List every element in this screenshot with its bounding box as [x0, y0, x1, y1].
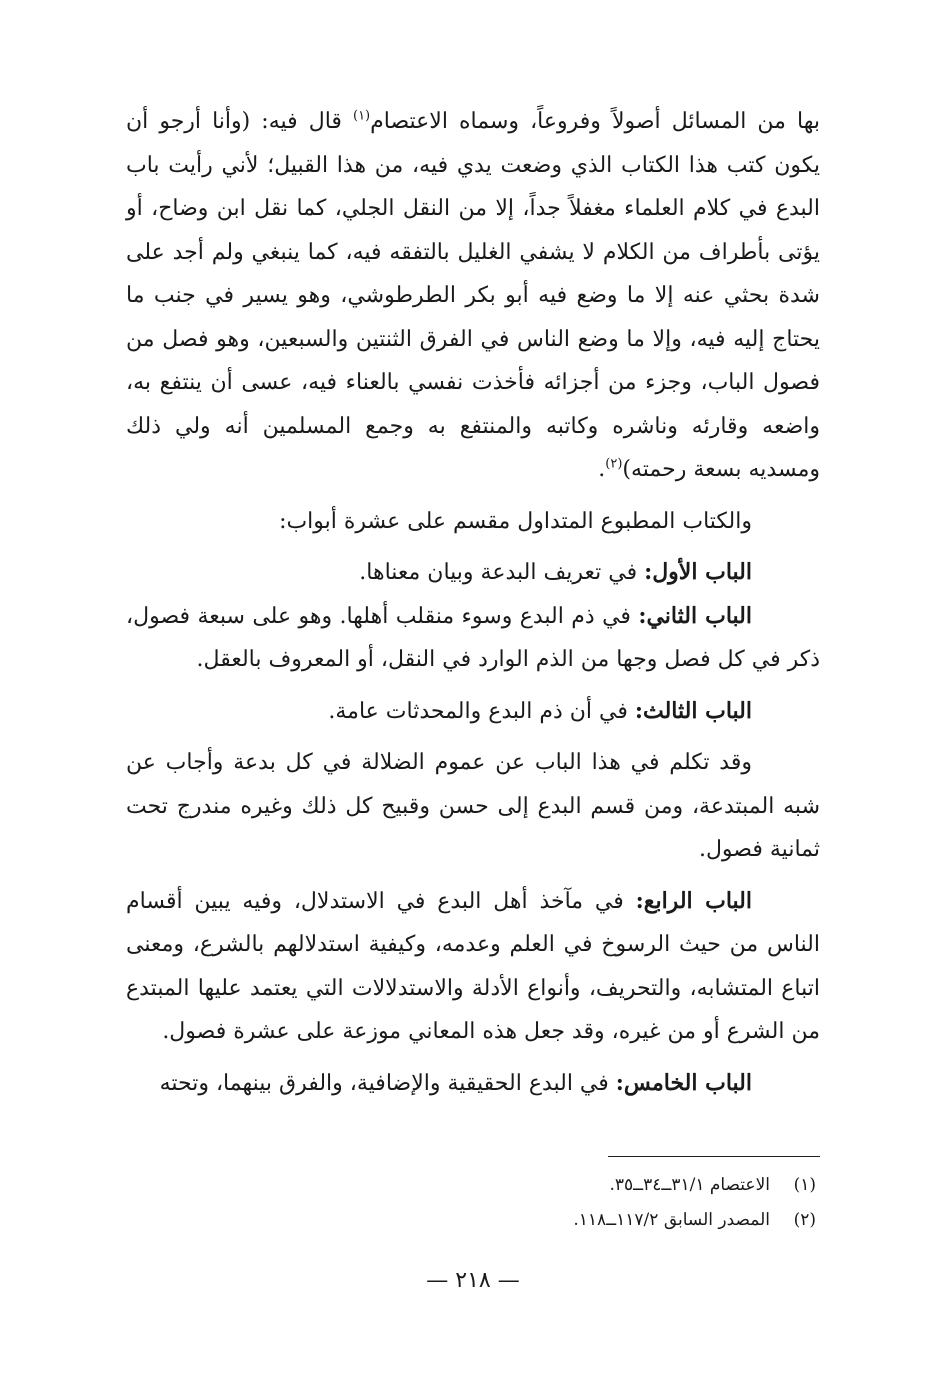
page-number: — ٢١٨ —: [426, 1268, 520, 1293]
footnote-text: الاعتصام ٣١/١ــ٣٤ــ٣٥.: [609, 1175, 770, 1195]
chapter-2-label: الباب الثاني:: [638, 602, 753, 629]
footnote-ref-2[interactable]: (٢): [605, 456, 623, 472]
footnote-number: (٢): [793, 1210, 816, 1230]
chapter-5-text: في البدع الحقيقية والإضافية، والفرق بينهما، وتحته: [159, 1070, 616, 1096]
chapter-3-description: وقد تكلم في هذا الباب عن عموم الضلالة في كل بدعة وأجاب عن شبه المبتدعة، ومن قسم البدع إلى حسن وقبيح كل ذلك وغيره مندرج تحت ثمانية فصول.: [126, 750, 820, 862]
chapter-3-text: في أن ذم البدع والمحدثات عامة.: [328, 698, 635, 724]
chapter-4: [126, 880, 820, 1054]
footnote-text: المصدر السابق ١١٧/٢ــ١١٨.: [573, 1210, 770, 1230]
footnotes: [126, 1168, 816, 1238]
chapter-1: [126, 551, 820, 595]
chapter-3: [126, 690, 820, 734]
chapter-1-text: في تعريف البدعة وبيان معناها.: [359, 560, 645, 585]
paragraph-book-structure: والكتاب المطبوع المتداول مقسم على عشرة أبواب:: [279, 508, 752, 534]
footnote-item: [126, 1203, 816, 1238]
footnote-number: (١): [793, 1175, 816, 1195]
chapter-5-label: الباب الخامس:: [615, 1069, 752, 1096]
paragraph-intro-quote: [126, 100, 820, 492]
chapter-2-text: في ذم البدع وسوء منقلب أهلها. وهو على سبعة فصول، ذكر في كل فصل وجها من الذم الوارد في النقل، أو المعروف بالعقل.: [126, 603, 820, 672]
chapter-4-text: في مآخذ أهل البدع في الاستدلال، وفيه يبين أقسام الناس من حيث الرسوخ في العلم وعدمه، وكيفية استدلالهم بالشرع، ومعنى اتباع المتشابه، والتحريف، وأنواع الأدلة والاستدلالات التي يعتمد عليها المبتدع من الشرع أو من غيره، وقد جعل هذه المعاني موزعة على عشرة فصول.: [126, 888, 820, 1044]
chapter-2: [126, 595, 820, 682]
footnote-ref-1[interactable]: (١): [352, 108, 371, 124]
intro-text-end: .: [598, 457, 606, 482]
intro-text-quote: قال فيه: (وأنا أرجو أن يكون كتب هذا الكتاب الذي وضعت يدي فيه، من هذا القبيل؛ لأني رأيت باب البدع في كلام العلماء مغفلاً جداً، إلا من النقل الجلي، كما نقل ابن وضاح، أو يؤتى بأطراف من الكلام لا يشفي الغليل بالتفقه فيه، كما ينبغي ولم أجد على شدة بحثي عنه إلا ما وضع فيه أبو بكر الطرطوشي، وهو يسير في جنب ما يحتاج إليه فيه، وإلا ما وضع الناس في الفرق الثنتين والسبعين، وهو فصل من فصول الباب، وجزء من أجزائه فأخذت نفسي بالعناء فيه، عسى أن ينتفع به، واضعه وقارئه وناشره وكاتبه والمنتفع به وجمع المسلمين أنه ولي ذلك ومسديه بسعة رحمته): [126, 109, 820, 482]
chapter-1-label: الباب الأول:: [644, 559, 752, 585]
chapter-4-label: الباب الرابع:: [635, 887, 753, 914]
intro-text-start: بها من المسائل أصولاً وفروعاً، وسماه الاعتصام: [370, 109, 820, 134]
footnote-divider: [608, 1156, 820, 1157]
chapter-5: [126, 1062, 820, 1106]
chapter-3-label: الباب الثالث:: [634, 697, 752, 724]
footnote-item: [126, 1168, 816, 1203]
page-body: [126, 100, 820, 1105]
